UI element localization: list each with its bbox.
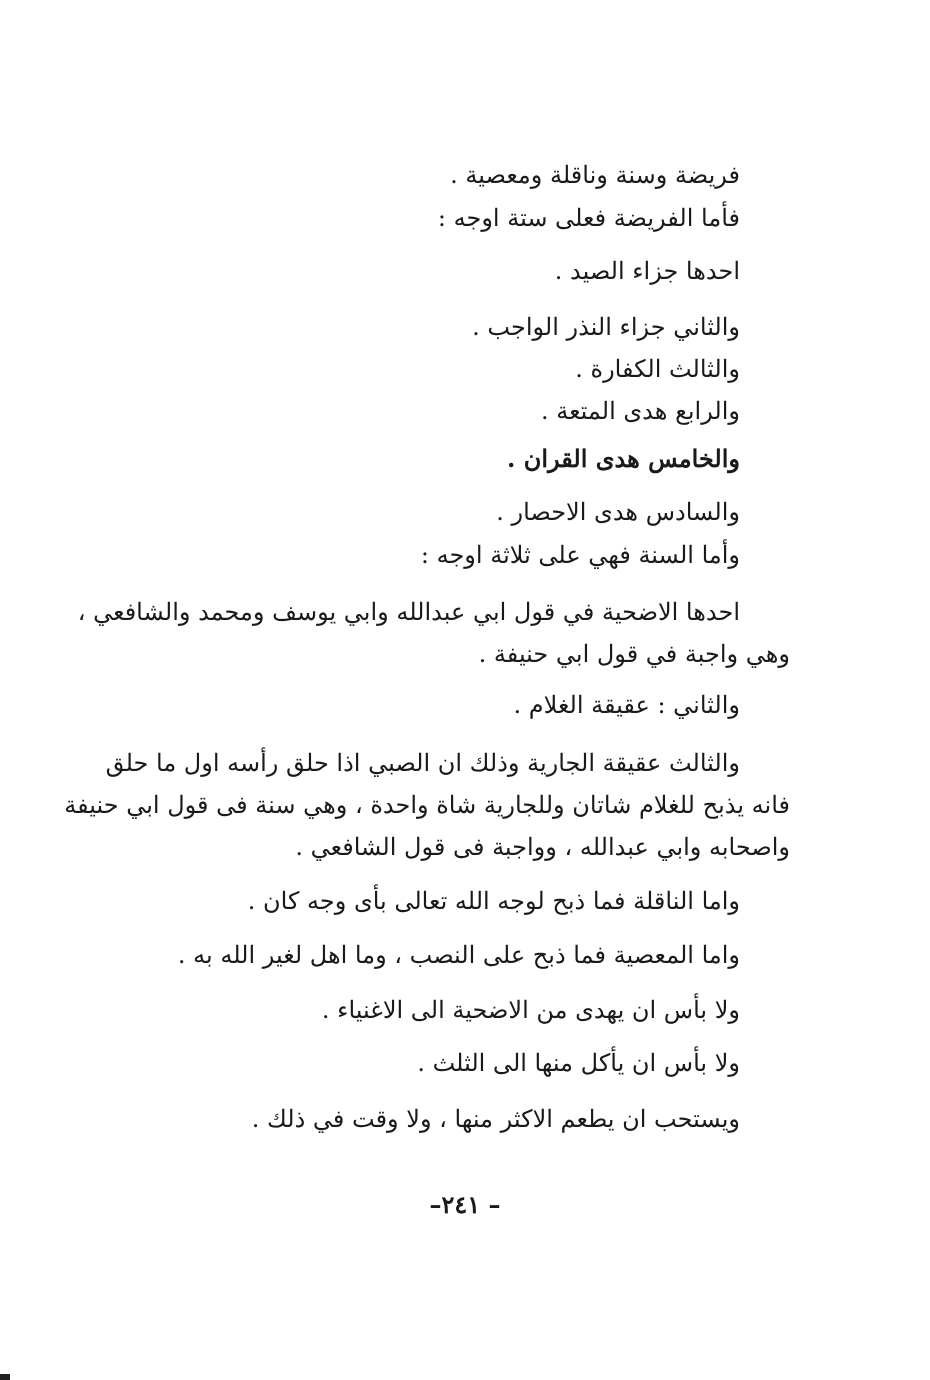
text-line-1: فريضة وسنة وناقلة ومعصية . [450, 161, 740, 189]
text-line-18: ولا بأس ان يهدى من الاضحية الى الاغنياء . [321, 996, 740, 1024]
text-line-7: والخامس هدى القران . [507, 444, 740, 473]
text-line-9: وأما السنة فهي على ثلاثة اوجه : [420, 541, 740, 569]
scan-edge-mark [0, 1374, 10, 1380]
text-line-10: احدها الاضحية في قول ابي عبدالله وابي يوسف ومحمد والشافعي ، [77, 598, 740, 626]
text-line-5: والثالث الكفارة . [575, 355, 740, 383]
page-number: – ٢٤١– [429, 1190, 501, 1219]
text-line-3: احدها جزاء الصيد . [554, 257, 740, 285]
text-line-12: والثاني : عقيقة الغلام . [513, 691, 740, 719]
text-line-13: والثالث عقيقة الجارية وذلك ان الصبي اذا حلق رأسه اول ما حلق [105, 749, 740, 777]
text-line-14: فانه يذبح للغلام شاتان وللجارية شاة واحدة ، وهي سنة فى قول ابي حنيفة [64, 791, 790, 819]
text-line-6: والرابع هدى المتعة . [540, 397, 740, 425]
text-line-4: والثاني جزاء النذر الواجب . [472, 313, 740, 341]
text-line-20: ويستحب ان يطعم الاكثر منها ، ولا وقت في ذلك . [251, 1105, 740, 1133]
text-line-11: وهي واجبة في قول ابي حنيفة . [478, 640, 790, 668]
text-line-8: والسادس هدى الاحصار . [496, 498, 740, 526]
text-line-17: واما المعصية فما ذبح على النصب ، وما اهل لغير الله به . [177, 941, 740, 969]
text-line-16: واما الناقلة فما ذبح لوجه الله تعالى بأى وجه كان . [247, 887, 740, 915]
text-line-2: فأما الفريضة فعلى ستة اوجه : [437, 204, 740, 232]
text-line-15: واصحابه وابي عبدالله ، وواجبة فى قول الشافعي . [295, 833, 790, 861]
text-line-19: ولا بأس ان يأكل منها الى الثلث . [417, 1049, 740, 1077]
